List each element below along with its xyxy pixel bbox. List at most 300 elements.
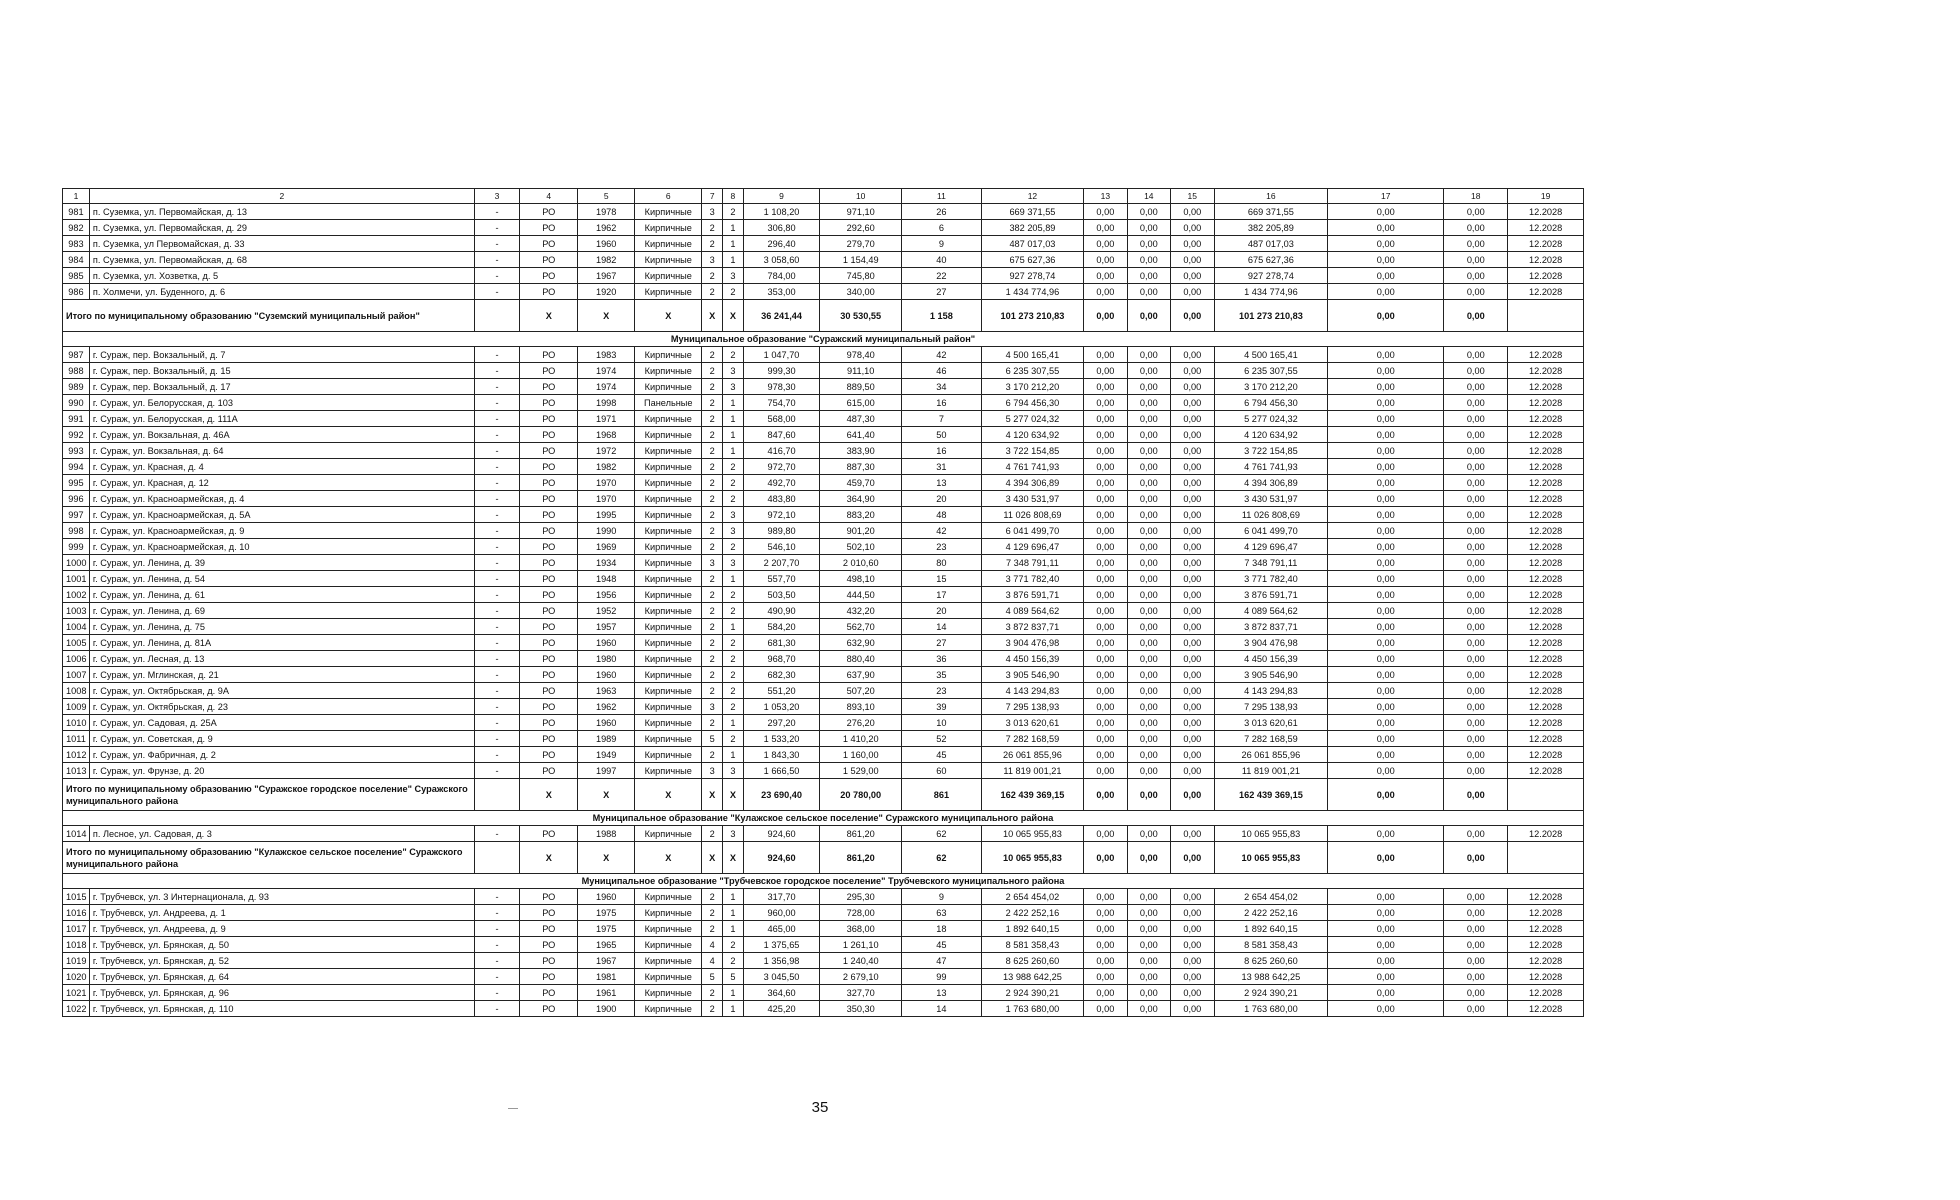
table-cell: 31 <box>902 459 982 475</box>
table-cell: 0,00 <box>1328 539 1444 555</box>
table-cell: 1974 <box>578 363 635 379</box>
table-cell: РО <box>520 635 578 651</box>
table-cell: - <box>474 747 520 763</box>
table-cell: 0,00 <box>1171 491 1214 507</box>
table-cell: 924,60 <box>743 826 820 842</box>
table-cell: п. Суземка, ул. Первомайская, д. 68 <box>89 252 474 268</box>
table-cell: 6 <box>902 220 982 236</box>
table-cell: 12.2028 <box>1508 284 1584 300</box>
table-cell: 2 <box>702 683 723 699</box>
table-cell: 981 <box>63 204 90 220</box>
table-cell: 0,00 <box>1084 587 1127 603</box>
table-cell: 487 017,03 <box>1214 236 1328 252</box>
municipality-section-row <box>63 874 1584 889</box>
table-cell: 2 679,10 <box>820 969 902 985</box>
table-cell: 2 422 252,16 <box>1214 905 1328 921</box>
table-cell: 4 500 165,41 <box>981 347 1083 363</box>
table-cell: 887,30 <box>820 459 902 475</box>
table-cell: 1012 <box>63 747 90 763</box>
table-cell: 1016 <box>63 905 90 921</box>
table-cell: г. Сураж, ул. Красноармейская, д. 4 <box>89 491 474 507</box>
table-cell: г. Сураж, ул. Фабричная, д. 2 <box>89 747 474 763</box>
table-cell: 0,00 <box>1171 763 1214 779</box>
table-cell: 10 065 955,83 <box>1214 842 1328 874</box>
table-cell: РО <box>520 921 578 937</box>
table-cell: 3 013 620,61 <box>1214 715 1328 731</box>
table-cell: Кирпичные <box>635 747 702 763</box>
table-cell: г. Трубчевск, ул. Брянская, д. 64 <box>89 969 474 985</box>
table-cell: 551,20 <box>743 683 820 699</box>
table-cell: 12.2028 <box>1508 985 1584 1001</box>
table-cell: г. Сураж, пер. Вокзальный, д. 17 <box>89 379 474 395</box>
table-cell: 1009 <box>63 699 90 715</box>
table-cell: РО <box>520 284 578 300</box>
table-cell: 27 <box>902 284 982 300</box>
table-cell: 279,70 <box>820 236 902 252</box>
table-row <box>63 427 1584 443</box>
table-cell: 2 <box>723 683 744 699</box>
table-cell: Панельные <box>635 395 702 411</box>
table-row <box>63 635 1584 651</box>
table-cell: 2 <box>723 459 744 475</box>
table-cell: 382 205,89 <box>1214 220 1328 236</box>
table-cell: 12.2028 <box>1508 427 1584 443</box>
table-cell: 0,00 <box>1084 507 1127 523</box>
table-cell: 0,00 <box>1171 731 1214 747</box>
table-cell: 3 722 154,85 <box>981 443 1083 459</box>
table-cell: 1007 <box>63 667 90 683</box>
table-cell: 3 876 591,71 <box>981 587 1083 603</box>
table-cell: 498,10 <box>820 571 902 587</box>
table-cell: 12.2028 <box>1508 379 1584 395</box>
table-cell: 1960 <box>578 667 635 683</box>
table-cell: Кирпичные <box>635 347 702 363</box>
table-cell: 998 <box>63 523 90 539</box>
table-cell: 0,00 <box>1444 523 1508 539</box>
column-number-row <box>63 189 1584 204</box>
table-cell: г. Сураж, ул. Красная, д. 4 <box>89 459 474 475</box>
table-cell: 17 <box>902 587 982 603</box>
table-cell: - <box>474 603 520 619</box>
table-cell: 0,00 <box>1328 731 1444 747</box>
table-cell: 968,70 <box>743 651 820 667</box>
table-cell: 0,00 <box>1328 715 1444 731</box>
table-cell: 0,00 <box>1171 905 1214 921</box>
table-cell: 0,00 <box>1127 411 1170 427</box>
table-cell: - <box>474 571 520 587</box>
table-cell: 0,00 <box>1084 779 1127 811</box>
table-cell: 0,00 <box>1084 667 1127 683</box>
table-cell: 0,00 <box>1127 715 1170 731</box>
table-cell: 2 <box>723 937 744 953</box>
table-cell: 2 <box>702 395 723 411</box>
table-cell: 1013 <box>63 763 90 779</box>
table-cell: 0,00 <box>1127 619 1170 635</box>
table-cell: 0,00 <box>1328 491 1444 507</box>
table-cell: 20 <box>902 603 982 619</box>
table-cell: 0,00 <box>1084 347 1127 363</box>
table-cell: г. Сураж, ул. Красноармейская, д. 5А <box>89 507 474 523</box>
table-cell: 1970 <box>578 491 635 507</box>
table-cell: 0,00 <box>1171 459 1214 475</box>
table-cell: 12.2028 <box>1508 651 1584 667</box>
table-cell: 11 819 001,21 <box>981 763 1083 779</box>
table-cell: 0,00 <box>1171 667 1214 683</box>
table-cell: 1997 <box>578 763 635 779</box>
table-cell: 3 904 476,98 <box>1214 635 1328 651</box>
table-cell: 0,00 <box>1171 619 1214 635</box>
table-cell: 997 <box>63 507 90 523</box>
table-cell: 0,00 <box>1171 220 1214 236</box>
table-cell: 0,00 <box>1444 683 1508 699</box>
table-cell: 0,00 <box>1171 555 1214 571</box>
table-cell: 1015 <box>63 889 90 905</box>
table-cell: 911,10 <box>820 363 902 379</box>
table-cell: г. Сураж, ул. Красноармейская, д. 10 <box>89 539 474 555</box>
table-cell: 459,70 <box>820 475 902 491</box>
table-cell: РО <box>520 587 578 603</box>
table-cell: 641,40 <box>820 427 902 443</box>
table-cell: 503,50 <box>743 587 820 603</box>
table-cell: г. Трубчевск, ул. Андреева, д. 9 <box>89 921 474 937</box>
table-cell: 984 <box>63 252 90 268</box>
table-cell <box>1508 842 1584 874</box>
table-cell: РО <box>520 715 578 731</box>
table-cell: 7 295 138,93 <box>1214 699 1328 715</box>
table-cell: 615,00 <box>820 395 902 411</box>
table-cell: 327,70 <box>820 985 902 1001</box>
table-cell: 0,00 <box>1084 985 1127 1001</box>
table-cell: 1 053,20 <box>743 699 820 715</box>
table-cell: 3 <box>702 252 723 268</box>
table-cell: 23 690,40 <box>743 779 820 811</box>
table-cell: 0,00 <box>1127 921 1170 937</box>
table-cell: 0,00 <box>1127 491 1170 507</box>
table-cell: 306,80 <box>743 220 820 236</box>
table-cell: 12.2028 <box>1508 953 1584 969</box>
table-cell: 889,50 <box>820 379 902 395</box>
table-cell: 23 <box>902 683 982 699</box>
table-cell: - <box>474 969 520 985</box>
table-cell: г. Сураж, пер. Вокзальный, д. 15 <box>89 363 474 379</box>
housing-register-table <box>62 188 1584 1017</box>
table-cell: 2 <box>723 204 744 220</box>
table-cell: РО <box>520 969 578 985</box>
table-cell: Кирпичные <box>635 268 702 284</box>
table-cell: 425,20 <box>743 1001 820 1017</box>
table-cell: 0,00 <box>1171 1001 1214 1017</box>
table-cell: 1 <box>723 715 744 731</box>
table-cell: 0,00 <box>1127 268 1170 284</box>
table-cell: 0,00 <box>1127 747 1170 763</box>
table-cell: 901,20 <box>820 523 902 539</box>
table-cell: 0,00 <box>1084 921 1127 937</box>
table-cell: Кирпичные <box>635 491 702 507</box>
table-cell: 0,00 <box>1084 715 1127 731</box>
table-cell: 1960 <box>578 889 635 905</box>
table-cell: 350,30 <box>820 1001 902 1017</box>
table-cell: 22 <box>902 268 982 284</box>
table-cell: 1002 <box>63 587 90 603</box>
table-cell: 0,00 <box>1328 443 1444 459</box>
table-cell: РО <box>520 889 578 905</box>
table-cell: 12.2028 <box>1508 905 1584 921</box>
table-cell: 2 <box>702 443 723 459</box>
table-cell: 0,00 <box>1328 379 1444 395</box>
table-cell: 2 <box>702 603 723 619</box>
table-cell: 4 394 306,89 <box>981 475 1083 491</box>
table-cell: 0,00 <box>1328 363 1444 379</box>
table-cell: 1967 <box>578 953 635 969</box>
table-cell: 1 154,49 <box>820 252 902 268</box>
table-cell: 42 <box>902 347 982 363</box>
table-cell: 3 905 546,90 <box>1214 667 1328 683</box>
table-cell: 1003 <box>63 603 90 619</box>
table-cell: 7 348 791,11 <box>1214 555 1328 571</box>
table-cell: 10 065 955,83 <box>981 842 1083 874</box>
table-cell: 4 129 696,47 <box>981 539 1083 555</box>
table-row <box>63 747 1584 763</box>
table-cell: 0,00 <box>1444 779 1508 811</box>
table-row <box>63 507 1584 523</box>
table-cell: 0,00 <box>1444 571 1508 587</box>
table-cell: Кирпичные <box>635 236 702 252</box>
table-cell: 987 <box>63 347 90 363</box>
table-cell: 0,00 <box>1328 667 1444 683</box>
table-cell: 432,20 <box>820 603 902 619</box>
table-row <box>63 905 1584 921</box>
table-cell: 0,00 <box>1171 747 1214 763</box>
table-cell: 7 295 138,93 <box>981 699 1083 715</box>
table-row <box>63 619 1584 635</box>
table-cell: г. Трубчевск, ул. Андреева, д. 1 <box>89 905 474 921</box>
table-cell: 0,00 <box>1444 667 1508 683</box>
table-cell: 3 872 837,71 <box>1214 619 1328 635</box>
table-cell: 1 047,70 <box>743 347 820 363</box>
table-cell: 0,00 <box>1084 523 1127 539</box>
table-cell: 3 430 531,97 <box>981 491 1083 507</box>
table-cell: 2 <box>702 635 723 651</box>
table-cell: - <box>474 985 520 1001</box>
table-cell: РО <box>520 571 578 587</box>
table-cell: 45 <box>902 937 982 953</box>
table-cell: 0,00 <box>1444 268 1508 284</box>
table-cell: 562,70 <box>820 619 902 635</box>
table-cell: Кирпичные <box>635 667 702 683</box>
table-cell: 0,00 <box>1328 571 1444 587</box>
table-cell: 0,00 <box>1127 969 1170 985</box>
table-cell: 1900 <box>578 1001 635 1017</box>
table-cell: 0,00 <box>1127 363 1170 379</box>
table-cell: 5 277 024,32 <box>1214 411 1328 427</box>
table-cell: 2 <box>723 539 744 555</box>
table-cell: 0,00 <box>1444 889 1508 905</box>
table-cell: 2 <box>723 635 744 651</box>
table-cell: п. Суземка, ул Первомайская, д. 33 <box>89 236 474 252</box>
table-cell: п. Холмечи, ул. Буденного, д. 6 <box>89 284 474 300</box>
table-cell: 46 <box>902 363 982 379</box>
table-cell: 0,00 <box>1084 539 1127 555</box>
table-cell: 7 282 168,59 <box>1214 731 1328 747</box>
table-cell: - <box>474 699 520 715</box>
table-cell: 3 905 546,90 <box>981 667 1083 683</box>
table-cell: 62 <box>902 842 982 874</box>
table-cell: Х <box>723 842 744 874</box>
table-cell: 12.2028 <box>1508 571 1584 587</box>
table-cell: 0,00 <box>1328 523 1444 539</box>
table-cell: 0,00 <box>1328 395 1444 411</box>
table-cell: 12.2028 <box>1508 539 1584 555</box>
table-cell: 0,00 <box>1171 379 1214 395</box>
table-cell: 1 434 774,96 <box>981 284 1083 300</box>
table-cell: 1978 <box>578 204 635 220</box>
table-cell: 0,00 <box>1127 985 1170 1001</box>
table-cell: РО <box>520 507 578 523</box>
table-cell: 847,60 <box>743 427 820 443</box>
table-cell: 2 <box>702 715 723 731</box>
table-cell: 2 <box>702 571 723 587</box>
table-cell: 11 819 001,21 <box>1214 763 1328 779</box>
table-cell: 861,20 <box>820 842 902 874</box>
table-cell: Муниципальное образование "Суражский муниципальный район" <box>63 332 1584 347</box>
table-cell: Кирпичные <box>635 619 702 635</box>
table-cell: РО <box>520 539 578 555</box>
table-cell: 2 <box>723 667 744 683</box>
table-cell: 2 <box>723 284 744 300</box>
table-cell: 989 <box>63 379 90 395</box>
table-cell: 0,00 <box>1127 683 1170 699</box>
table-cell: 1 533,20 <box>743 731 820 747</box>
table-cell: 0,00 <box>1127 571 1170 587</box>
table-cell: Кирпичные <box>635 539 702 555</box>
table-cell: 4 <box>520 189 578 204</box>
table-cell: 0,00 <box>1127 395 1170 411</box>
table-cell: 47 <box>902 953 982 969</box>
table-cell: 0,00 <box>1328 268 1444 284</box>
table-cell: 0,00 <box>1127 651 1170 667</box>
table-cell: 1 <box>723 236 744 252</box>
table-cell: 1956 <box>578 587 635 603</box>
table-cell: 3 872 837,71 <box>981 619 1083 635</box>
table-cell: 12.2028 <box>1508 555 1584 571</box>
table-cell: 2 <box>702 905 723 921</box>
table-cell: 3 904 476,98 <box>981 635 1083 651</box>
table-cell: 0,00 <box>1084 300 1127 332</box>
table-cell: 1 108,20 <box>743 204 820 220</box>
table-cell: 0,00 <box>1171 204 1214 220</box>
table-cell: Кирпичные <box>635 985 702 1001</box>
table-cell: 4 089 564,62 <box>1214 603 1328 619</box>
table-cell: 1970 <box>578 475 635 491</box>
table-cell: 0,00 <box>1127 427 1170 443</box>
table-cell: 0,00 <box>1171 571 1214 587</box>
table-cell: 0,00 <box>1444 587 1508 603</box>
table-cell: 2 <box>702 363 723 379</box>
table-cell: 0,00 <box>1127 347 1170 363</box>
table-cell: 8 581 358,43 <box>1214 937 1328 953</box>
table-cell: - <box>474 284 520 300</box>
table-cell: 0,00 <box>1084 284 1127 300</box>
table-cell: 1963 <box>578 683 635 699</box>
table-cell: 3 <box>702 699 723 715</box>
table-cell: Х <box>723 300 744 332</box>
table-cell: 502,10 <box>820 539 902 555</box>
table-cell: 487,30 <box>820 411 902 427</box>
table-cell: 989,80 <box>743 523 820 539</box>
table-cell: 1 <box>723 411 744 427</box>
table-cell: 1 158 <box>902 300 982 332</box>
table-cell: г. Сураж, ул. Ленина, д. 61 <box>89 587 474 603</box>
table-cell: 0,00 <box>1171 347 1214 363</box>
table-cell: Кирпичные <box>635 699 702 715</box>
table-cell: 1920 <box>578 284 635 300</box>
table-cell: 12.2028 <box>1508 475 1584 491</box>
table-cell: - <box>474 347 520 363</box>
table-cell: - <box>474 268 520 284</box>
table-cell: 12.2028 <box>1508 395 1584 411</box>
table-cell: 12.2028 <box>1508 747 1584 763</box>
table-cell: 11 026 808,69 <box>981 507 1083 523</box>
table-cell: г. Сураж, ул. Белорусская, д. 103 <box>89 395 474 411</box>
table-cell: 861,20 <box>820 826 902 842</box>
table-cell: РО <box>520 475 578 491</box>
table-cell: г. Сураж, ул. Октябрьская, д. 9А <box>89 683 474 699</box>
table-cell: 2 <box>702 921 723 937</box>
table-cell: 0,00 <box>1084 905 1127 921</box>
table-cell: 11 026 808,69 <box>1214 507 1328 523</box>
table-cell: 2 <box>702 747 723 763</box>
table-cell: 0,00 <box>1328 763 1444 779</box>
table-cell: 12.2028 <box>1508 587 1584 603</box>
table-cell: 0,00 <box>1328 937 1444 953</box>
table-cell: 0,00 <box>1171 889 1214 905</box>
table-cell: 0,00 <box>1444 826 1508 842</box>
table-cell: 0,00 <box>1171 300 1214 332</box>
table-cell: 12.2028 <box>1508 635 1584 651</box>
table-cell: 0,00 <box>1328 284 1444 300</box>
municipality-total-row <box>63 779 1584 811</box>
table-row <box>63 651 1584 667</box>
table-cell: 3 058,60 <box>743 252 820 268</box>
table-cell: 12.2028 <box>1508 1001 1584 1017</box>
table-cell: 0,00 <box>1084 475 1127 491</box>
table-cell: 101 273 210,83 <box>1214 300 1328 332</box>
table-cell: 0,00 <box>1328 683 1444 699</box>
table-cell: РО <box>520 699 578 715</box>
table-cell: Муниципальное образование "Кулажское сельское поселение" Суражского муниципального района <box>63 811 1584 826</box>
table-cell: 0,00 <box>1328 475 1444 491</box>
table-cell: 0,00 <box>1127 603 1170 619</box>
table-cell: 1 763 680,00 <box>1214 1001 1328 1017</box>
table-cell: РО <box>520 379 578 395</box>
table-cell: 12.2028 <box>1508 363 1584 379</box>
table-cell: - <box>474 459 520 475</box>
table-cell: 0,00 <box>1171 252 1214 268</box>
table-cell: 10 065 955,83 <box>1214 826 1328 842</box>
table-cell: г. Трубчевск, ул. Брянская, д. 50 <box>89 937 474 953</box>
table-row <box>63 555 1584 571</box>
table-cell: г. Сураж, ул. Ленина, д. 75 <box>89 619 474 635</box>
table-cell: 3 <box>723 555 744 571</box>
table-cell: РО <box>520 937 578 953</box>
table-cell: 0,00 <box>1171 284 1214 300</box>
table-cell: - <box>474 427 520 443</box>
table-cell: 1019 <box>63 953 90 969</box>
table-cell: 2 <box>702 1001 723 1017</box>
table-cell: 6 041 499,70 <box>981 523 1083 539</box>
table-cell: 0,00 <box>1444 427 1508 443</box>
table-cell: 0,00 <box>1444 699 1508 715</box>
